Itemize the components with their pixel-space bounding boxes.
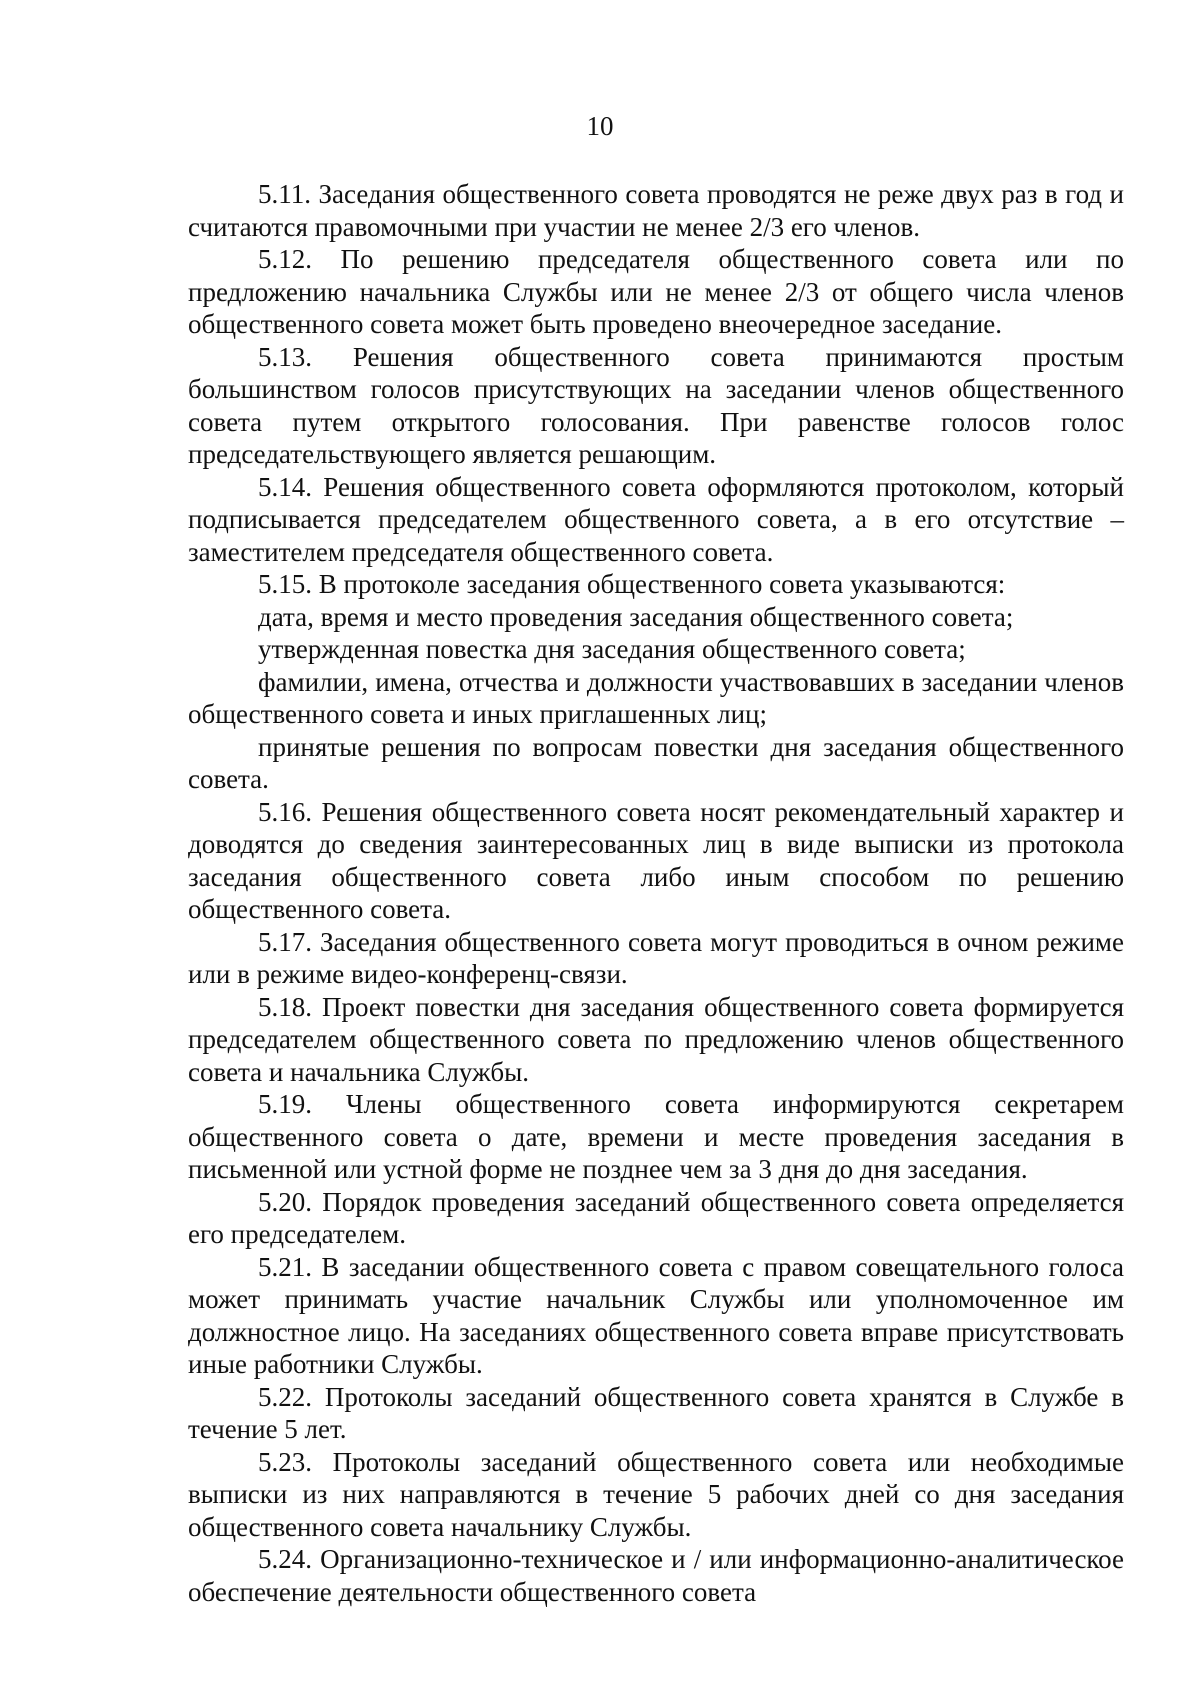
list-item-date-time-place: дата, время и место проведения заседания общественного совета; xyxy=(258,601,1014,632)
paragraph-5-13: 5.13. Решения общественного совета принимаются простым большинством голосов присутствующих на заседании членов общественного совета путем открытого голосования. При равенстве голосов голос председательствующего является решающим. xyxy=(188,341,1124,469)
list-item-agenda: утвержденная повестка дня заседания общественного совета; xyxy=(258,634,966,664)
paragraph-5-24: 5.24. Организационно-техническое и / или информационно-аналитическое обеспечение деятельности общественного совета xyxy=(188,1544,1124,1607)
paragraph-5-12: 5.12. По решению председателя общественного совета или по предложению начальника Службы или не менее 2/3 от общего числа членов общественного совета может быть проведено внеочередное заседание. xyxy=(188,244,1124,339)
document-body xyxy=(188,178,1124,1608)
paragraph-5-18: 5.18. Проект повестки дня заседания общественного совета формируется председателем общественного совета по предложению членов общественного совета и начальника Службы. xyxy=(188,991,1124,1087)
paragraph-5-23: 5.23. Протоколы заседаний общественного совета или необходимые выписки из них направляются в течение 5 рабочих дней со дня заседания общественного совета начальнику Службы. xyxy=(188,1446,1124,1542)
paragraph-5-17: 5.17. Заседания общественного совета могут проводиться в очном режиме или в режиме видео-конференц-связи. xyxy=(188,926,1124,989)
paragraph-5-19: 5.19. Члены общественного совета информируются секретарем общественного совета о дате, времени и месте проведения заседания в письменной или устной форме не позднее чем за 3 дня до дня заседания. xyxy=(188,1089,1124,1184)
paragraph-5-20: 5.20. Порядок проведения заседаний общественного совета определяется его председателем. xyxy=(188,1186,1124,1249)
page-number: 10 xyxy=(586,111,614,141)
paragraph-5-11: 5.11. Заседания общественного совета проводятся не реже двух раз в год и считаются правомочными при участии не менее 2/3 его членов. xyxy=(188,179,1124,242)
paragraph-5-16: 5.16. Решения общественного совета носят рекомендательный характер и доводятся до сведения заинтересованных лиц в виде выписки из протокола заседания общественного совета либо иным способом по решению общественного совета. xyxy=(188,796,1124,924)
paragraph-5-22: 5.22. Протоколы заседаний общественного совета хранятся в Службе в течение 5 лет. xyxy=(188,1381,1124,1444)
list-item-participants: фамилии, имена, отчества и должности участвовавших в заседании членов общественного совета и иных приглашенных лиц; xyxy=(188,666,1124,729)
list-item-decisions: принятые решения по вопросам повестки дня заседания общественного совета. xyxy=(188,731,1124,794)
paragraph-5-15: 5.15. В протоколе заседания общественного совета указываются: xyxy=(258,569,1006,599)
paragraph-5-21: 5.21. В заседании общественного совета с правом совещательного голоса может принимать участие начальник Службы или уполномоченное им должностное лицо. На заседаниях общественного совета вправе присутствовать иные работники Службы. xyxy=(188,1251,1124,1379)
paragraph-5-14: 5.14. Решения общественного совета оформляются протоколом, который подписывается председателем общественного совета, а в его отсутствие – заместителем председателя общественного совета. xyxy=(188,471,1124,567)
